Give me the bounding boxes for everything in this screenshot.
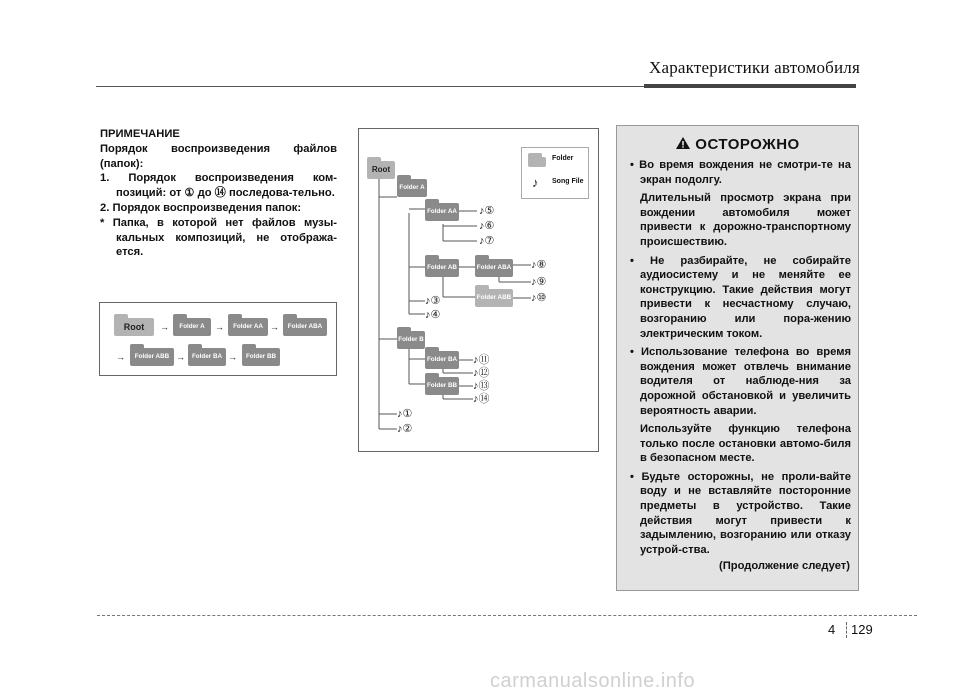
arrow-icon: → bbox=[116, 352, 125, 362]
song-4: ♪④ bbox=[425, 309, 441, 321]
watermark: carmanualsonline.info bbox=[490, 670, 696, 692]
folder-aba: Folder ABA bbox=[283, 318, 327, 336]
song-11: ♪⑪ bbox=[473, 354, 490, 366]
song-1: ♪① bbox=[397, 408, 413, 420]
warning-item-3-detail: Используйте функцию телефона только после остановки автомо-биля в безопасном месте. bbox=[640, 423, 851, 465]
legend-note-icon: ♪ bbox=[532, 175, 539, 190]
note-item-2: 2. Порядок воспроизведения папок: bbox=[100, 201, 302, 214]
warning-title: ОСТОРОЖНО bbox=[617, 136, 858, 153]
warning-box bbox=[616, 125, 859, 591]
warning-item-2: • Не разбирайте, не собирайте аудиосистему и не меняйте ее конструкцию. Такие действия могут привести к несчастному случаю, возгоранию или пора-жению электрическим током. bbox=[630, 254, 851, 340]
tree-folder-b: Folder B bbox=[397, 331, 425, 349]
legend-folder-label: Folder bbox=[552, 155, 574, 162]
note-heading: ПРИМЕЧАНИЕ bbox=[100, 128, 180, 140]
folder-order-diagram bbox=[99, 302, 337, 376]
song-12: ♪⑫ bbox=[473, 367, 490, 379]
arrow-icon: → bbox=[270, 322, 279, 332]
folder-root: Root bbox=[114, 318, 154, 336]
note-item-3: * Папка, в которой нет файлов музы-кальных композиций, не отобража-ется. bbox=[100, 216, 337, 259]
arrow-icon: → bbox=[176, 352, 185, 362]
song-2: ♪② bbox=[397, 423, 413, 435]
song-9: ♪⑨ bbox=[531, 276, 547, 288]
warning-item-4: • Будьте осторожны, не проли-вайте воду и не вставляйте посторонние предметы в устройство. Такие действия могут привести к задымлению, возгоранию или отказу устрой-ства. bbox=[630, 470, 851, 556]
warning-item-1: • Во время вождения не смотри-те на экран подолгу. bbox=[630, 159, 851, 186]
page-header-title: Характеристики автомобиля bbox=[649, 58, 860, 77]
legend-folder-icon bbox=[528, 157, 546, 167]
tree-folder-ab: Folder AB bbox=[425, 259, 459, 277]
tree-folder-a: Folder A bbox=[397, 179, 427, 197]
tree-folder-ba: Folder BA bbox=[425, 351, 459, 369]
folder-ba: Folder BA bbox=[188, 348, 226, 366]
tree-folder-aba: Folder ABA bbox=[475, 259, 513, 277]
song-10: ♪⑩ bbox=[531, 292, 547, 304]
header-rule-accent bbox=[644, 84, 856, 88]
tree-folder-bb: Folder BB bbox=[425, 377, 459, 395]
page-number: 129 bbox=[851, 622, 873, 637]
song-6: ♪⑥ bbox=[479, 220, 495, 232]
note-item-1: 1. Порядок воспроизведения ком-позиций: от ① до ⑭ последова-тельно. bbox=[100, 172, 337, 200]
tree-folder-root: Root bbox=[367, 161, 395, 179]
arrow-icon: → bbox=[228, 352, 237, 362]
arrow-icon: → bbox=[215, 322, 224, 332]
song-5: ♪⑤ bbox=[479, 205, 495, 217]
legend-song-label: Song File bbox=[552, 178, 584, 185]
folder-aa: Folder AA bbox=[228, 318, 268, 336]
tree-legend bbox=[521, 147, 589, 199]
arrow-icon: → bbox=[160, 322, 169, 332]
continued-label: (Продолжение следует) bbox=[718, 560, 850, 572]
song-8: ♪⑧ bbox=[531, 259, 547, 271]
note-subheading: Порядок воспроизведения файлов (папок): bbox=[100, 142, 337, 170]
warning-item-1-detail: Длительный просмотр экрана при вождении автомобиля может привести к дорожно-транспортному происшествию. bbox=[640, 192, 851, 248]
chapter-number: 4 bbox=[828, 622, 836, 637]
note-section bbox=[100, 127, 337, 260]
tree-folder-aa: Folder AA bbox=[425, 203, 459, 221]
footer-rule bbox=[97, 615, 917, 616]
folder-bb: Folder BB bbox=[242, 348, 280, 366]
song-7: ♪⑦ bbox=[479, 235, 495, 247]
song-13: ♪⑬ bbox=[473, 380, 490, 392]
warning-triangle-icon bbox=[675, 136, 691, 150]
folder-abb: Folder ABB bbox=[130, 348, 174, 366]
page-number-separator bbox=[846, 622, 847, 638]
song-14: ♪⑭ bbox=[473, 393, 490, 405]
warning-body bbox=[626, 158, 851, 561]
tree-folder-abb: Folder ABB bbox=[475, 289, 513, 307]
folder-tree-diagram bbox=[358, 128, 599, 452]
folder-a: Folder A bbox=[173, 318, 211, 336]
warning-item-3: • Использование телефона во время вождения может отвлечь внимание водителя от наблюде-ния за дорожной обстановкой и увеличить вероятность аварии. bbox=[630, 346, 851, 417]
song-3: ♪③ bbox=[425, 295, 441, 307]
